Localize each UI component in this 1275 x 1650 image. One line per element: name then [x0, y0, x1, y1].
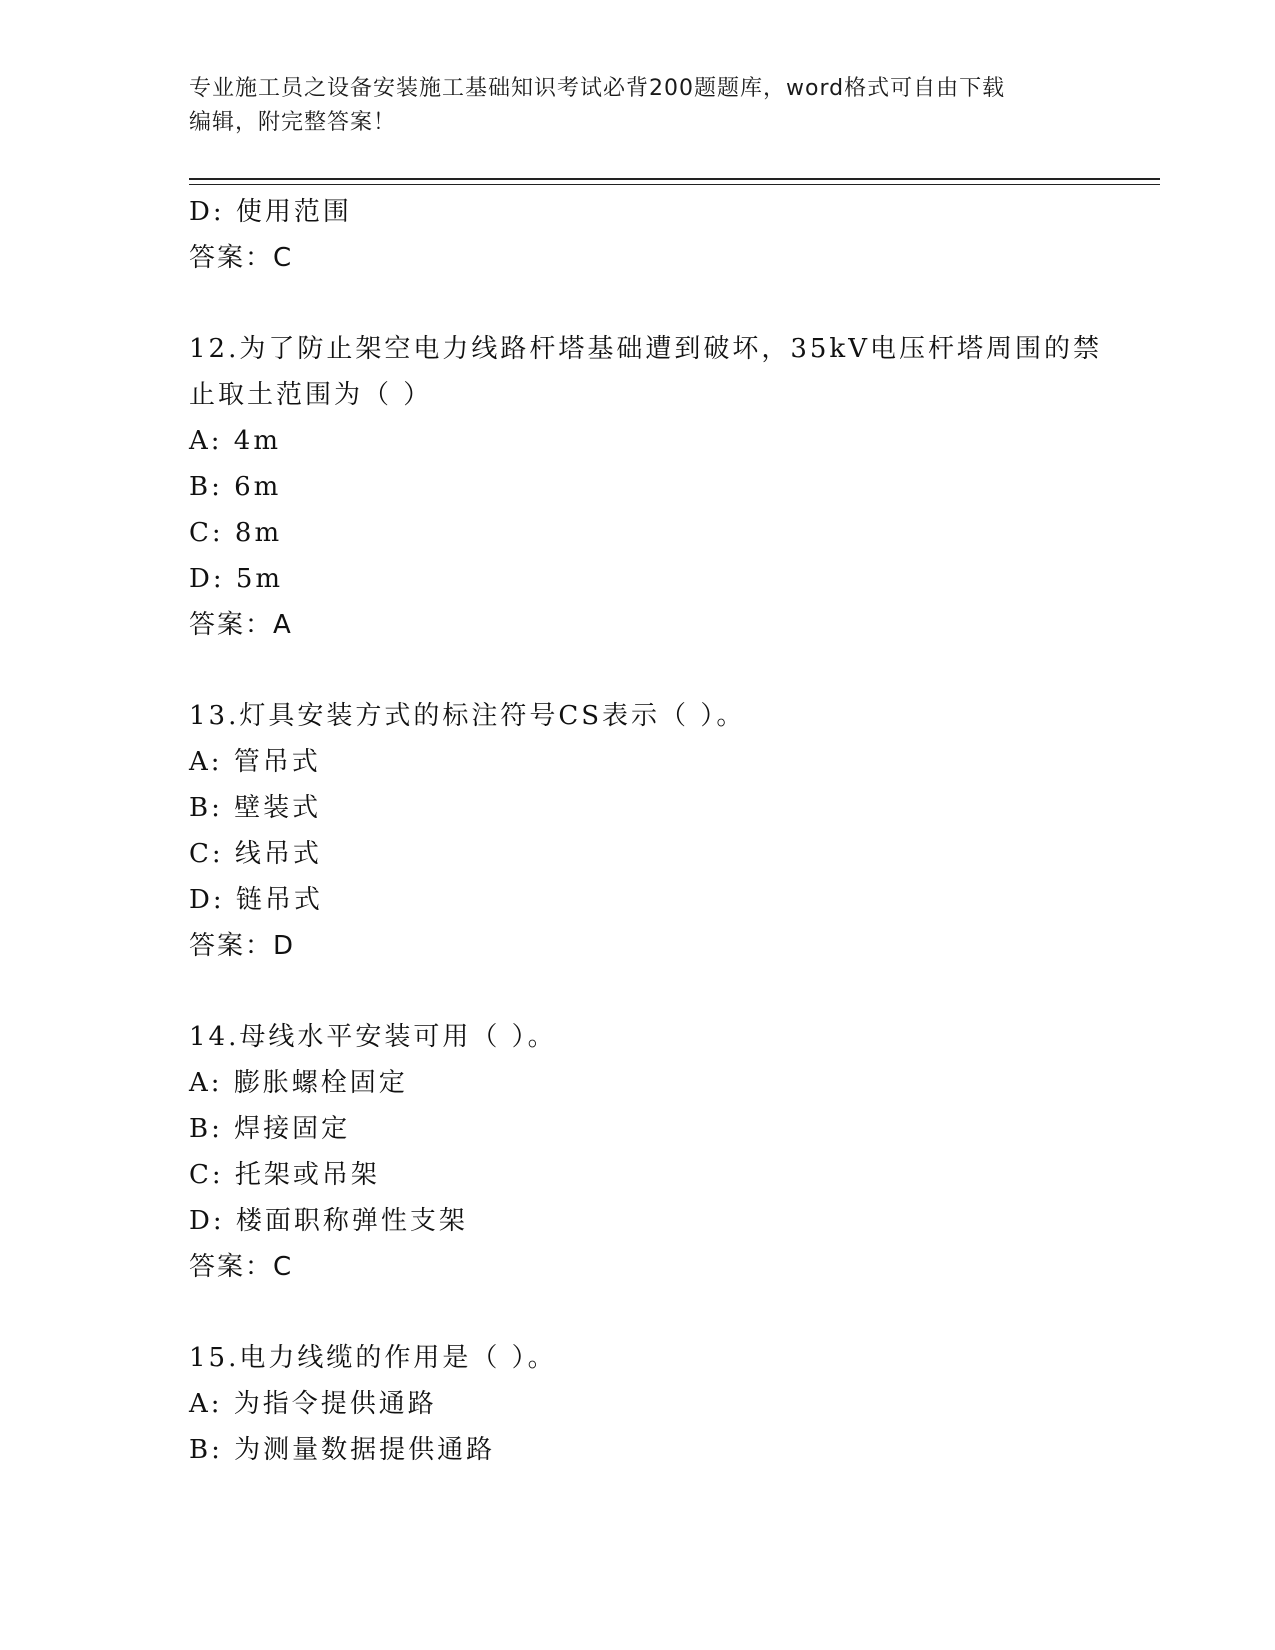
option-b: B: 6m [189, 472, 282, 502]
option-b: B: 焊接固定 [189, 1114, 351, 1144]
answer-line: 答案：C [189, 243, 294, 273]
option-a: A: 膨胀螺栓固定 [189, 1068, 408, 1098]
spacer [189, 1290, 1149, 1335]
option-c: C: 线吊式 [189, 839, 322, 869]
option-b: B: 为测量数据提供通路 [189, 1435, 496, 1465]
question-stem-line-1: 12.为了防止架空电力线路杆塔基础遭到破坏，35kV电压杆塔周围的禁 [189, 334, 1102, 364]
question-13 [189, 693, 1149, 969]
answer-line: 答案：D [189, 931, 296, 961]
option-d: D: 使用范围 [189, 197, 352, 227]
option-a: A: 管吊式 [189, 747, 321, 777]
option-d: D: 楼面职称弹性支架 [189, 1206, 468, 1236]
option-a: A: 4m [189, 426, 281, 456]
option-b: B: 壁装式 [189, 793, 322, 823]
option-d: D: 链吊式 [189, 885, 323, 915]
header-divider-thick [189, 178, 1160, 180]
answer-line: 答案：A [189, 610, 293, 640]
header-divider-thin [189, 184, 1160, 185]
question-12 [189, 326, 1149, 648]
header-line-1: 专业施工员之设备安装施工基础知识考试必背200题题库，word格式可自由下载 [189, 76, 1006, 101]
question-stem-line-1: 14.母线水平安装可用（ ）。 [189, 1022, 557, 1052]
spacer [189, 648, 1149, 693]
answer-line: 答案：C [189, 1252, 294, 1282]
option-d: D: 5m [189, 564, 284, 594]
question-stem-line-1: 15.电力线缆的作用是（ ）。 [189, 1343, 557, 1373]
prev-question-tail [189, 189, 1149, 281]
question-stem-line-1: 13.灯具安装方式的标注符号CS表示（ ）。 [189, 701, 746, 731]
option-a: A: 为指令提供通路 [189, 1389, 437, 1419]
question-14 [189, 1014, 1149, 1290]
document-header [189, 72, 1089, 140]
question-15 [189, 1335, 1149, 1473]
option-c: C: 8m [189, 518, 283, 548]
option-c: C: 托架或吊架 [189, 1160, 380, 1190]
spacer [189, 969, 1149, 1014]
question-list [189, 189, 1149, 1473]
header-line-2: 编辑，附完整答案！ [189, 110, 397, 135]
spacer [189, 281, 1149, 326]
question-stem-line-2: 止取土范围为（ ） [189, 380, 433, 410]
